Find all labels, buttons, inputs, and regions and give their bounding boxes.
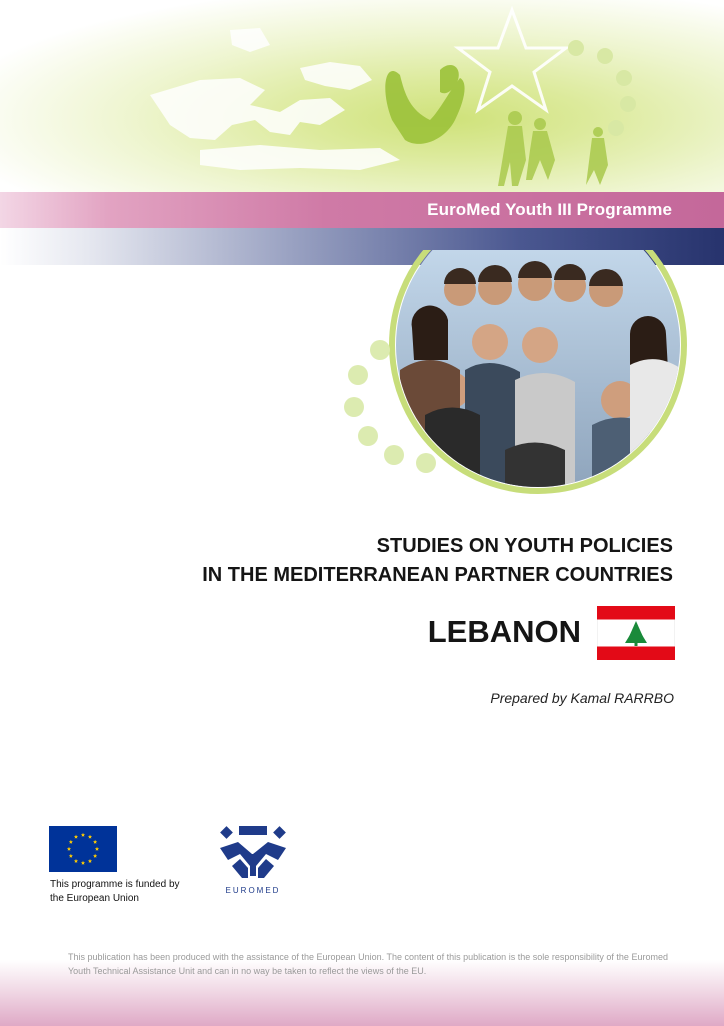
author-credit: Prepared by Kamal RARRBO — [490, 690, 674, 706]
dotted-arc-decoration — [568, 40, 636, 136]
funding-caption-line2: the European Union — [50, 893, 139, 904]
eu-flag-icon — [49, 826, 117, 872]
country-name: LEBANON — [427, 614, 581, 649]
euromed-logo-text: EUROMED — [225, 886, 281, 895]
hands-icon — [385, 65, 464, 144]
funding-caption — [50, 878, 210, 906]
programme-title: EuroMed Youth III Programme — [427, 200, 672, 219]
lebanon-flag-icon — [597, 606, 675, 660]
hero-banner — [0, 0, 724, 192]
mediterranean-map-illustration — [0, 0, 724, 192]
funding-caption-line1: This programme is funded by — [50, 879, 180, 890]
euromed-logo-icon — [218, 826, 288, 896]
study-title-line2: IN THE MEDITERRANEAN PARTNER COUNTRIES — [202, 564, 673, 586]
disclaimer-text: This publication has been produced with the assistance of the European Union. The content of this publication is the sole responsibility of the Euromed Youth Technical Assistance Unit and can in no way be taken to reflect the views of the EU. — [68, 952, 668, 976]
people-silhouettes-icon — [498, 111, 608, 186]
study-title — [202, 532, 673, 590]
star-outline-icon — [458, 10, 566, 110]
group-photo — [330, 250, 710, 510]
study-title-line1: STUDIES ON YOUTH POLICIES — [376, 535, 673, 557]
